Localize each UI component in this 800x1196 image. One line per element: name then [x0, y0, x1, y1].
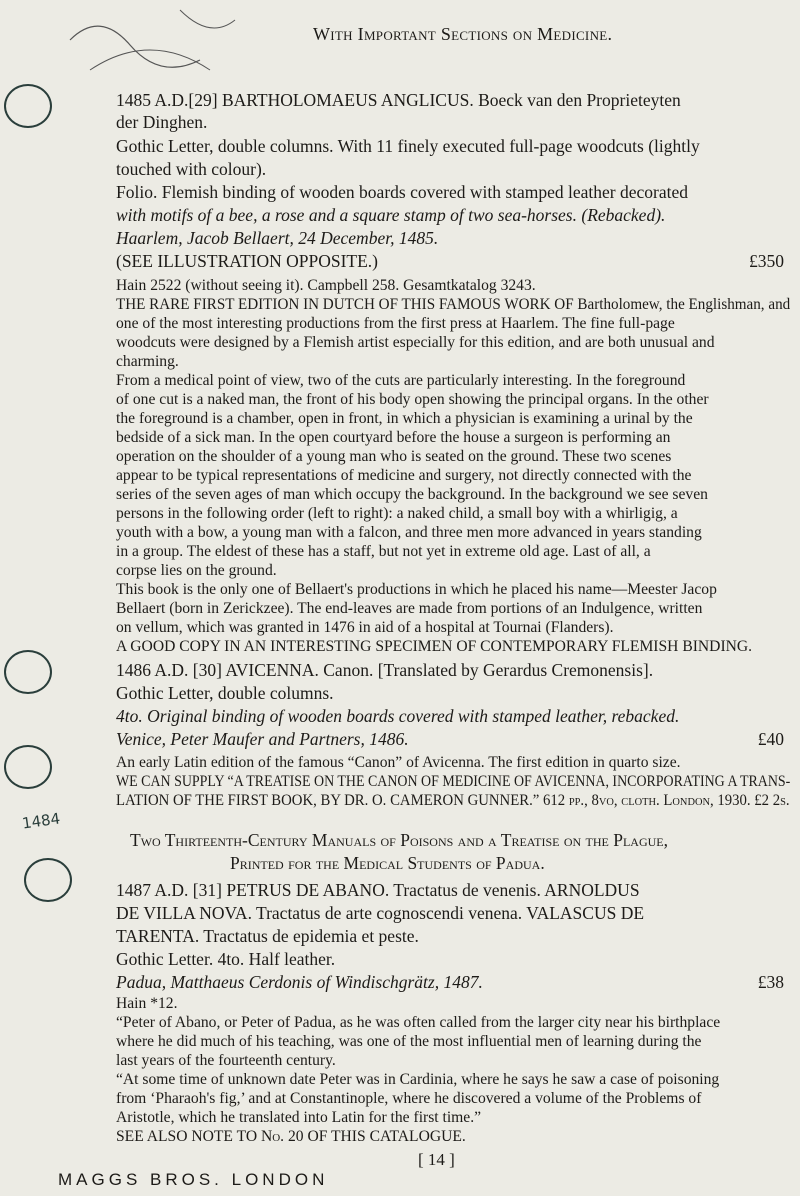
entry3-line: Gothic Letter. 4to. Half leather.	[116, 949, 336, 969]
entry1-desc: woodcuts were designed by a Flemish artist especially for this edition, and are both unusual and	[116, 334, 715, 351]
entry1-line: Haarlem, Jacob Bellaert, 24 December, 1485.	[116, 228, 439, 248]
pencil-scribble	[60, 0, 290, 80]
ink-circle-mark	[4, 745, 52, 789]
publisher-footer: MAGGS BROS. LONDON	[58, 1170, 329, 1189]
entry1-desc: of one cut is a naked man, the front of his body open showing the principal organs. In the other	[116, 391, 709, 408]
entry3-desc: Hain *12.	[116, 995, 178, 1012]
section-heading: Two Thirteenth-Century Manuals of Poisons and a Treatise on the Plague,	[130, 830, 669, 850]
section-heading: Printed for the Medical Students of Padua.	[230, 853, 545, 873]
entry3-line: Padua, Matthaeus Cerdonis of Windischgrätz, 1487.	[116, 972, 483, 992]
entry1-line: Folio. Flemish binding of wooden boards covered with stamped leather decorated	[116, 182, 689, 202]
entry1-desc: This book is the only one of Bellaert's productions in which he placed his name—Meester Jacop	[116, 581, 717, 598]
entry3-desc: last years of the fourteenth century.	[116, 1052, 336, 1069]
entry1-desc: appear to be typical representations of medicine and surgery, not directly connected with the	[116, 467, 692, 484]
entry2-line: 4to. Original binding of wooden boards covered with stamped leather, rebacked.	[116, 706, 680, 726]
entry1-line: with motifs of a bee, a rose and a square stamp of two sea-horses. (Rebacked).	[116, 205, 666, 225]
entry2-desc: LATION OF THE FIRST BOOK, BY DR. O. CAMERON GUNNER.” 612 pp., 8vo, cloth. London, 1930. £2 2s.	[116, 792, 790, 809]
entry1-desc: THE RARE FIRST EDITION IN DUTCH OF THIS FAMOUS WORK OF Bartholomew, the Englishman, and	[116, 296, 791, 313]
entry1-desc: Hain 2522 (without seeing it). Campbell 258. Gesamtkatalog 3243.	[116, 277, 536, 294]
page-header: With Important Sections on Medicine.	[313, 24, 613, 44]
entry1-line: 1485 A.D.[29] BARTHOLOMAEUS ANGLICUS. Boeck van den Proprieteyten	[116, 90, 681, 110]
entry3-desc: “Peter of Abano, or Peter of Padua, as he was often called from the larger city near his birthplace	[116, 1014, 721, 1031]
entry1-desc: persons in the following order (left to right): a naked child, a small boy with a whirligig, a	[116, 505, 678, 522]
entry3-desc: where he did much of his teaching, was one of the most influential men of learning during the	[116, 1033, 702, 1050]
ink-circle-mark	[4, 650, 52, 694]
entry3-desc: “At some time of unknown date Peter was in Cardinia, where he says he saw a case of poisoning	[116, 1071, 720, 1088]
entry2-desc: WE CAN SUPPLY “A TREATISE ON THE CANON OF MEDICINE OF AVICENNA, INCORPORATING A TRANS-	[116, 773, 791, 790]
entry3-price: £38	[757, 972, 784, 992]
entry1-desc: the foreground is a chamber, open in front, in which a physician is examining a urinal by the	[116, 410, 693, 427]
ink-circle-mark	[4, 84, 52, 128]
entry1-desc: in a group. The eldest of these has a staff, but not yet in extreme old age. Last of all, a	[116, 543, 651, 560]
entry1-desc: operation on the shoulder of a young man who is seated on the ground. These two scenes	[116, 448, 672, 465]
entry2-line: Gothic Letter, double columns.	[116, 683, 334, 703]
entry3-line: TARENTA. Tractatus de epidemia et peste.	[116, 926, 419, 946]
page-number: [ 14 ]	[418, 1150, 455, 1169]
entry1-desc: one of the most interesting productions from the first press at Haarlem. The fine full-page	[116, 315, 675, 332]
entry2-line: 1486 A.D. [30] AVICENNA. Canon. [Translated by Gerardus Cremonensis].	[116, 660, 654, 680]
entry1-desc: bedside of a sick man. In the open courtyard before the house a surgeon is performing an	[116, 429, 671, 446]
entry1-desc: A GOOD COPY IN AN INTERESTING SPECIMEN OF CONTEMPORARY FLEMISH BINDING.	[116, 638, 753, 655]
handwritten-note: 1484	[20, 809, 62, 833]
entry1-line: (SEE ILLUSTRATION OPPOSITE.)	[116, 251, 379, 271]
entry1-desc: Bellaert (born in Zerickzee). The end-leaves are made from portions of an Indulgence, written	[116, 600, 703, 617]
entry3-desc: SEE ALSO NOTE TO No. 20 OF THIS CATALOGUE.	[116, 1128, 466, 1145]
entry1-line: Gothic Letter, double columns. With 11 finely executed full-page woodcuts (lightly	[116, 136, 700, 156]
entry1-desc: youth with a bow, a young man with a falcon, and three men more advanced in years standing	[116, 524, 702, 541]
entry1-desc: From a medical point of view, two of the cuts are particularly interesting. In the foreground	[116, 372, 686, 389]
entry1-desc: corpse lies on the ground.	[116, 562, 277, 579]
entry2-price: £40	[757, 729, 784, 749]
entry1-price: £350	[749, 251, 784, 271]
entry1-line: der Dinghen.	[116, 112, 208, 132]
entry3-line: 1487 A.D. [31] PETRUS DE ABANO. Tractatus de venenis. ARNOLDUS	[116, 880, 640, 900]
entry1-desc: charming.	[116, 353, 179, 370]
entry1-desc: series of the seven ages of man which occupy the background. In the background we see seven	[116, 486, 708, 503]
entry2-desc: An early Latin edition of the famous “Canon” of Avicenna. The first edition in quarto size.	[116, 754, 681, 771]
entry3-desc: from ‘Pharaoh's fig,’ and at Constantinople, where he discovered a volume of the Problems of	[116, 1090, 702, 1107]
ink-circle-mark	[24, 858, 72, 902]
entry1-line: touched with colour).	[116, 159, 267, 179]
entry3-desc: Aristotle, which he translated into Latin for the first time.”	[116, 1109, 482, 1126]
entry2-line: Venice, Peter Maufer and Partners, 1486.	[116, 729, 409, 749]
entry1-desc: on vellum, which was granted in 1476 in aid of a hospital at Tournai (Flanders).	[116, 619, 614, 636]
entry3-line: DE VILLA NOVA. Tractatus de arte cognoscendi venena. VALASCUS DE	[116, 903, 645, 923]
